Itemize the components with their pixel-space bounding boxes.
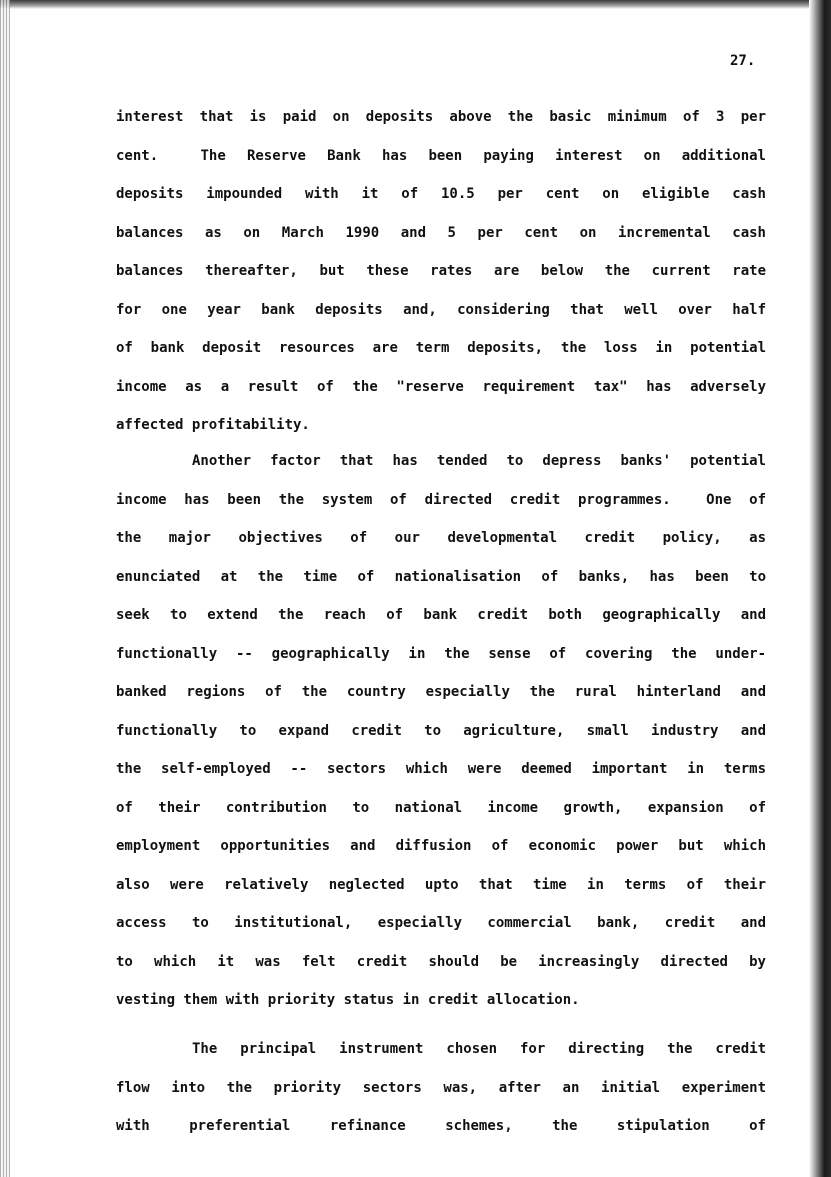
text-line: affected profitability. (116, 417, 310, 433)
text-line: the major objectives of our developmental credit policy, as (116, 530, 766, 546)
text-line: vesting them with priority status in credit allocation. (116, 992, 580, 1008)
text-line: income has been the system of directed credit programmes. One of (116, 491, 766, 508)
text-line: The principal instrument chosen for directing the credit (192, 1041, 766, 1057)
text-line: functionally -- geographically in the sense of covering the under- (116, 645, 766, 662)
text-line: of bank deposit resources are term deposits, the loss in potential (116, 340, 766, 356)
scan-left-edge (0, 0, 10, 1177)
page-number: 27. (730, 53, 756, 69)
text-line: for one year bank deposits and, considering that well over half (116, 301, 766, 318)
text-line: also were relatively neglected upto that time in terms of their (116, 876, 766, 893)
text-line: balances as on March 1990 and 5 per cent on incremental cash (116, 224, 766, 241)
text-line: interest that is paid on deposits above the basic minimum of 3 per (116, 109, 766, 125)
paragraph-1 (116, 98, 766, 445)
text-line: income as a result of the "reserve requirement tax" has adversely (116, 378, 766, 395)
text-line: to which it was felt credit should be increasingly directed by (116, 953, 766, 970)
text-line: banked regions of the country especially the rural hinterland and (116, 684, 766, 700)
text-line: flow into the priority sectors was, after an initial experiment (116, 1079, 766, 1096)
text-line: access to institutional, especially commercial bank, credit and (116, 915, 766, 931)
text-line: seek to extend the reach of bank credit both geographically and (116, 607, 766, 623)
scan-right-edge (809, 0, 831, 1177)
text-line: Another factor that has tended to depress banks' potential (192, 453, 766, 469)
text-line: with preferential refinance schemes, the stipulation of (116, 1118, 766, 1134)
text-line: cent. The Reserve Bank has been paying interest on additional (116, 147, 766, 164)
paragraph-2 (116, 442, 766, 1020)
text-line: enunciated at the time of nationalisation of banks, has been to (116, 568, 766, 585)
text-line: deposits impounded with it of 10.5 per cent on eligible cash (116, 186, 766, 202)
text-line: of their contribution to national income growth, expansion of (116, 799, 766, 816)
text-line: balances thereafter, but these rates are below the current rate (116, 263, 766, 279)
scan-top-edge (0, 0, 831, 9)
text-line: the self-employed -- sectors which were deemed important in terms (116, 761, 766, 777)
text-line: employment opportunities and diffusion of economic power but which (116, 838, 766, 854)
paragraph-3 (116, 1030, 766, 1146)
text-line: functionally to expand credit to agriculture, small industry and (116, 722, 766, 739)
